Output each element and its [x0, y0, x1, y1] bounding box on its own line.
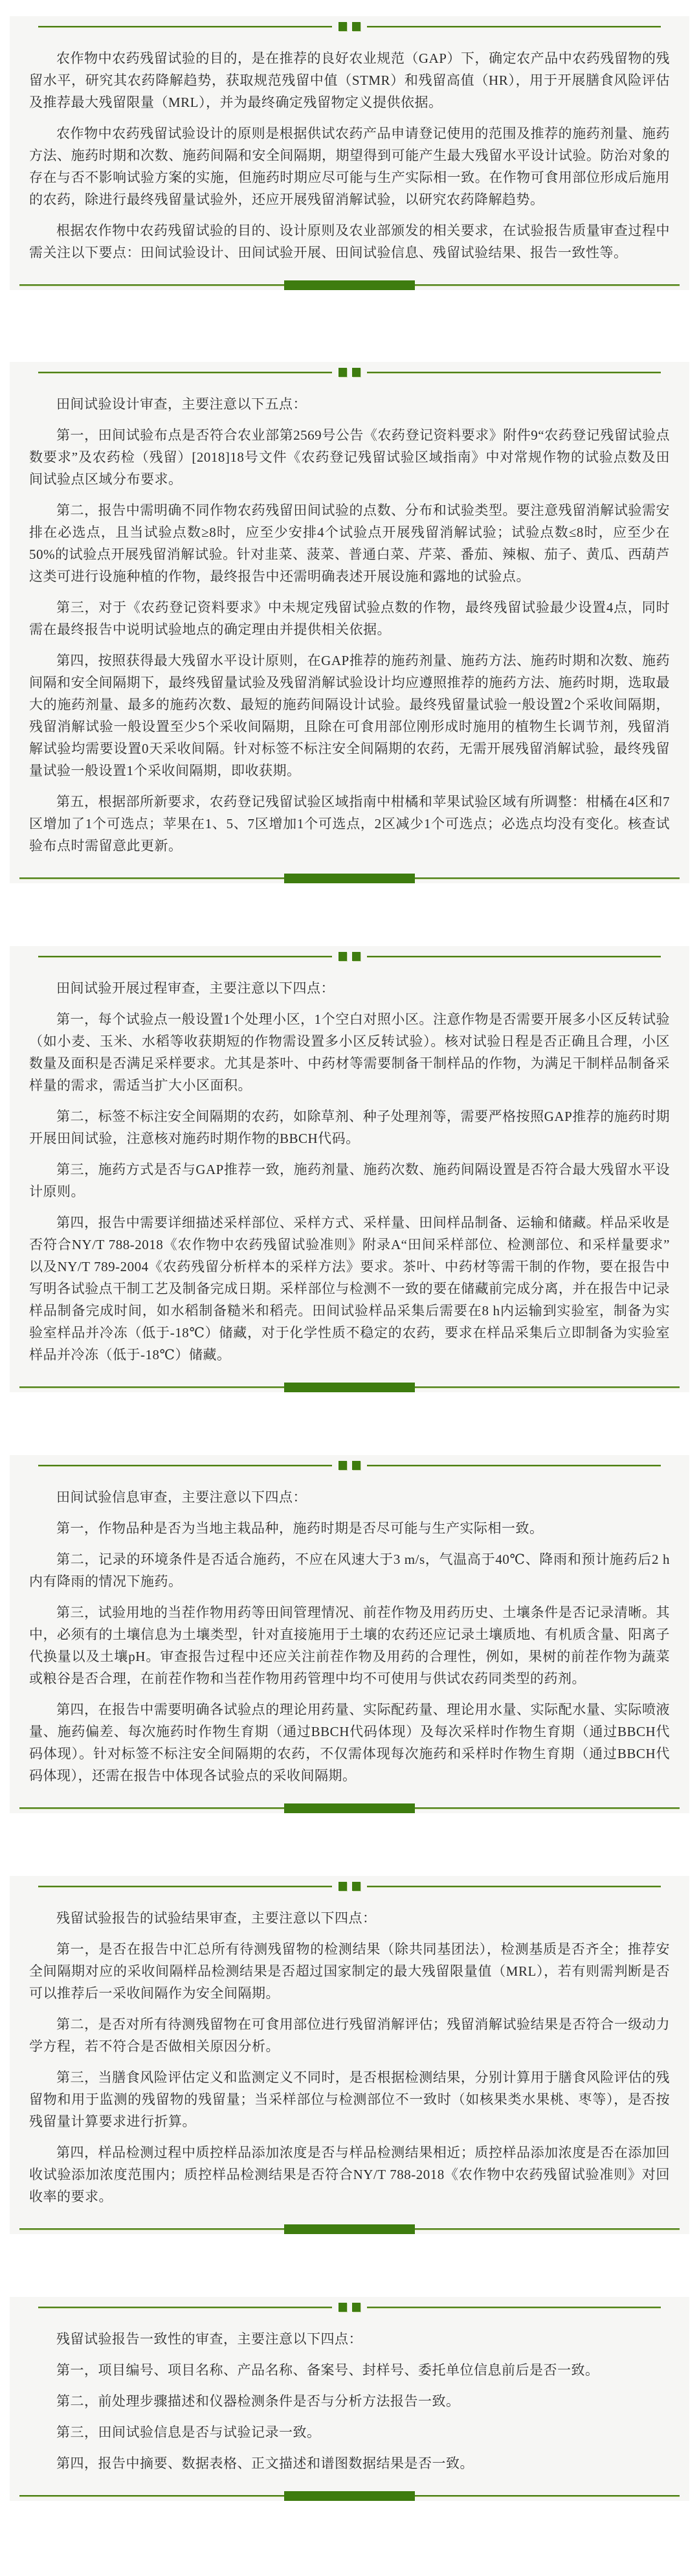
paragraph: 第四，样品检测过程中质控样品添加浓度是否与样品检测结果相近；质控样品添加浓度是否在添加回收试验添加浓度范围内；质控样品检测结果是否符合NY/T 788-2018《农作物中农药残留试验准则》对回收率的要求。: [29, 2145, 670, 2204]
paragraph: 第二，是否对所有待测残留物在可食用部位进行残留消解评估；残留消解试验结果是否符合一级动力学方程，若不符合是否做相关原因分析。: [29, 2017, 670, 2054]
divider-line: [367, 372, 661, 374]
section-top-divider: [10, 2302, 689, 2312]
divider-square-icon: [338, 368, 347, 377]
divider-square-icon: [352, 1882, 361, 1891]
section-top-divider: [10, 1881, 689, 1892]
section-bottom-divider: [10, 2491, 689, 2501]
paragraph: 第三，施药方式是否与GAP推荐一致，施药剂量、施药次数、施药间隔设置是否符合最大残留水平设计原则。: [29, 1162, 670, 1199]
divider-square-icon: [352, 368, 361, 377]
paragraph: 农作物中农药残留试验的目的，是在推荐的良好农业规范（GAP）下，确定农产品中农药残留物的残留水平，研究其农药降解趋势，获取规范残留中值（STMR）和残留高值（HR），用于开展膳食风险评估及推荐最大残留限量（MRL），并为最终确定残留物定义提供依据。: [29, 51, 670, 110]
section-bottom-divider: [10, 2224, 689, 2234]
section-top-divider: [10, 367, 689, 378]
divider-line: [38, 1465, 332, 1467]
content-card: [10, 1876, 689, 2234]
section-body: [10, 1892, 689, 2224]
section-top-divider: [10, 1460, 689, 1471]
divider-line: [367, 26, 661, 28]
section-intro-paragraph: 残留试验报告的试验结果审查，主要注意以下四点：: [56, 1910, 377, 1926]
divider-line: [38, 956, 332, 958]
paragraph: 第一，是否在报告中汇总所有待测残留物的检测结果（除共同基团法），检测基质是否齐全；推荐安全间隔期对应的采收间隔样品检测结果是否超过国家制定的最大残留限量值（MRL），若有则需判断是否可以推荐后一采收间隔作为安全间隔期。: [29, 1941, 670, 2001]
paragraph: 第四，按照获得最大残留水平设计原则，在GAP推荐的施药剂量、施药方法、施药时期和次数、施药间隔和安全间隔期下，最终残留量试验及残留消解试验设计均应遵照推荐的施药方法、施药时期，选取最大的施药剂量、最多的施药次数、最短的施药间隔设计试验。最终残留量试验一般设置2个采收间隔期，残留消解试验一般设置至少5个采收间隔期，且除在可食用部位刚形成时施用的植物生长调节剂，残留消解试验均需要设置0天采收间隔。针对标签不标注安全间隔期的农药，无需开展残留消解试验，最终残留量试验一般设置1个采收间隔期，即收获期。: [29, 653, 670, 778]
divider-line: [38, 372, 332, 374]
section-intro-paragraph: 田间试验设计审查，主要注意以下五点：: [56, 396, 307, 412]
paragraph: 第一，作物品种是否为当地主栽品种，施药时期是否尽可能与生产实际相一致。: [56, 1520, 544, 1536]
divider-square-icon: [338, 1882, 347, 1891]
section-intro-paragraph: 残留试验报告一致性的审查，主要注意以下四点：: [56, 2331, 362, 2347]
content-card: [10, 946, 689, 1392]
divider-square-icon: [352, 22, 361, 31]
divider-square-icon: [338, 2303, 347, 2312]
divider-square-icon: [338, 22, 347, 31]
section-body: [10, 1471, 689, 1803]
divider-bar-icon: [284, 874, 415, 883]
section-top-divider: [10, 951, 689, 962]
paragraph: 第二，记录的环境条件是否适合施药，不应在风速大于3 m/s，气温高于40℃、降雨和预计施药后2 h内有降雨的情况下施药。: [29, 1552, 670, 1589]
section-bottom-divider: [10, 280, 689, 290]
divider-square-icon: [352, 1461, 361, 1470]
section-intro-paragraph: 田间试验开展过程审查，主要注意以下四点：: [56, 980, 335, 996]
paragraph: 第四，在报告中需要明确各试验点的理论用药量、实际配药量、理论用水量、实际配水量、实际喷液量、施药偏差、每次施药时作物生育期（通过BBCH代码体现）及每次采样时作物生育期（通过BBCH代码体现）。针对标签不标注安全间隔期的农药，不仅需体现每次施药和采样时作物生育期（通过BBCH代码体现），还需在报告中体现各试验点的采收间隔期。: [29, 1702, 670, 1783]
divider-line: [367, 1465, 661, 1467]
paragraph: 第四，报告中需要详细描述采样部位、采样方式、采样量、田间样品制备、运输和储藏。样品采收是否符合NY/T 788-2018《农作物中农药残留试验准则》附录A“田间采样部位、检测部位、和采样量要求”以及NY/T 789-2004《农药残留分析样本的采样方法》要求。茶叶、中药材等需干制的作物，要在报告中写明各试验点干制工艺及制备完成日期。采样部位与检测不一致的要在储藏前完成分离，并在报告中记录样品制备完成时间，如水稻制备糙米和稻壳。田间试验样品采集后需要在8 h内运输到实验室，制备为实验室样品并冷冻（低于-18℃）储藏，对于化学性质不稳定的农药，要求在样品采集后立即制备为实验室样品并冷冻（低于-18℃）储藏。: [29, 1215, 670, 1362]
paragraph: 第三，田间试验信息是否与试验记录一致。: [56, 2424, 321, 2440]
paragraph: 第一，田间试验布点是否符合农业部第2569号公告《农药登记资料要求》附件9“农药登记残留试验点数要求”及农药检（残留）[2018]18号文件《农药登记残留试验区域指南》中对常规作物的试验点数及田间试验点区域分布要求。: [29, 427, 670, 487]
paragraph: 第一，每个试验点一般设置1个处理小区，1个空白对照小区。注意作物是否需要开展多小区反转试验（如小麦、玉米、水稻等收获期短的作物需设置多小区反转试验）。核对试验日程是否正确且合理，小区数量及面积是否满足采样要求。尤其是茶叶、中药材等需要制备干制样品的作物，为满足干制样品制备采样量的需求，需适当扩大小区面积。: [29, 1011, 670, 1093]
paragraph: 第三，当膳食风险评估定义和监测定义不同时，是否根据检测结果，分别计算用于膳食风险评估的残留物和用于监测的残留物的残留量；当采样部位与检测部位不一致时（如核果类水果桃、枣等），是否按残留量计算要求进行折算。: [29, 2070, 670, 2129]
divider-bar-icon: [284, 2224, 415, 2234]
section-body: [10, 962, 689, 1383]
paragraph: 根据农作物中农药残留试验的目的、设计原则及农业部颁发的相关要求，在试验报告质量审查过程中需关注以下要点：田间试验设计、田间试验开展、田间试验信息、残留试验结果、报告一致性等。: [29, 223, 670, 260]
paragraph: 第五，根据部所新要求，农药登记残留试验区域指南中柑橘和苹果试验区域有所调整：柑橘在4区和7区增加了1个可选点；苹果在1、5、7区增加1个可选点，2区减少1个可选点；必选点均没有变化。核查试验布点时需留意此更新。: [29, 794, 670, 853]
divider-line: [38, 1886, 332, 1888]
divider-bar-icon: [284, 280, 415, 290]
paragraph: 第四，报告中摘要、数据表格、正文描述和谱图数据结果是否一致。: [56, 2456, 474, 2471]
content-card: [10, 1455, 689, 1813]
divider-line: [38, 26, 332, 28]
section-bottom-divider: [10, 874, 689, 883]
section-intro-paragraph: 田间试验信息审查，主要注意以下四点：: [56, 1489, 307, 1505]
divider-line: [367, 2307, 661, 2309]
content-card: [10, 16, 689, 290]
content-card: [10, 2297, 689, 2501]
divider-bar-icon: [284, 2491, 415, 2501]
divider-line: [38, 2307, 332, 2309]
section-body: [10, 2312, 689, 2491]
section-body: [10, 378, 689, 874]
paragraph: 第二，报告中需明确不同作物农药残留田间试验的点数、分布和试验类型。要注意残留消解试验需安排在必选点，且当试验点数≥8时，应至少安排4个试验点开展残留消解试验；试验点数≤8时，应至少在50%的试验点开展残留消解试验。针对韭菜、菠菜、普通白菜、芹菜、番茄、辣椒、茄子、黄瓜、西葫芦这类可进行设施种植的作物，最终报告中还需明确表述开展设施和露地的试验点。: [29, 503, 670, 584]
divider-square-icon: [338, 952, 347, 961]
section-body: [10, 32, 689, 280]
section-top-divider: [10, 21, 689, 32]
paragraph: 第三，对于《农药登记资料要求》中未规定残留试验点数的作物，最终残留试验最少设置4点，同时需在最终报告中说明试验地点的确定理由并提供相关依据。: [29, 600, 670, 637]
paragraph: 农作物中农药残留试验设计的原则是根据供试农药产品申请登记使用的范围及推荐的施药剂量、施药方法、施药时期和次数、施药间隔和安全间隔期，期望得到可能产生最大残留水平设计试验。防治对象的存在与否不影响试验方案的实施，但施药时期应尽可能与生产实际相一致。在作物可食用部位形成后施用的农药，除进行最终残留量试验外，还应开展残留消解试验，以研究农药降解趋势。: [29, 126, 670, 207]
paragraph: 第三，试验用地的当茬作物用药等田间管理情况、前茬作物及用药历史、土壤条件是否记录清晰。其中，必须有的土壤信息为土壤类型，针对直接施用于土壤的农药还应记录土壤质地、有机质含量、阳离子代换量以及土壤pH。审查报告过程中还应关注前茬作物及用药的合理性，例如，果树的前茬作物为蔬菜或粮谷是否合理，在前茬作物和当茬作物用药管理中均不可使用与供试农药同类型的药剂。: [29, 1605, 670, 1686]
paragraph: 第二，标签不标注安全间隔期的农药，如除草剂、种子处理剂等，需要严格按照GAP推荐的施药时期开展田间试验，注意核对施药时期作物的BBCH代码。: [29, 1109, 670, 1146]
paragraph: 第一，项目编号、项目名称、产品名称、备案号、封样号、委托单位信息前后是否一致。: [56, 2362, 599, 2378]
section-bottom-divider: [10, 1803, 689, 1813]
divider-line: [367, 1886, 661, 1888]
section-bottom-divider: [10, 1383, 689, 1392]
divider-square-icon: [338, 1461, 347, 1470]
paragraph: 第二，前处理步骤描述和仪器检测条件是否与分析方法报告一致。: [56, 2393, 460, 2409]
divider-bar-icon: [284, 1383, 415, 1392]
sections-container: [0, 16, 699, 2501]
content-card: [10, 362, 689, 883]
divider-square-icon: [352, 2303, 361, 2312]
divider-square-icon: [352, 952, 361, 961]
divider-line: [367, 956, 661, 958]
divider-bar-icon: [284, 1803, 415, 1813]
